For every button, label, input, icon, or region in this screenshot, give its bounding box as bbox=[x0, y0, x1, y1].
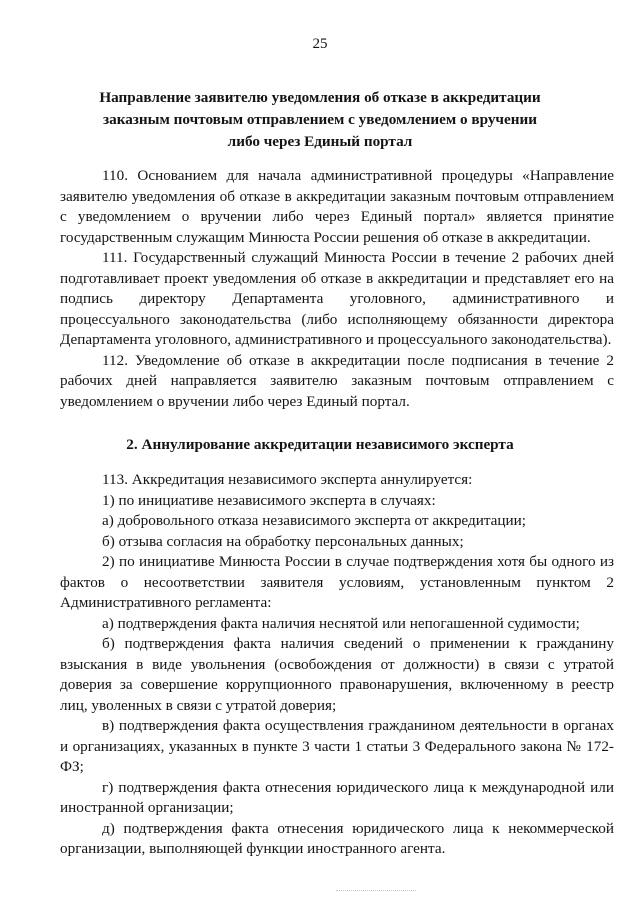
section-heading bbox=[60, 87, 580, 153]
page-number: 25 bbox=[312, 36, 328, 52]
list-item-1: 1) по инициативе независимого эксперта в случаях: bbox=[102, 491, 436, 509]
list-item-1a: а) добровольного отказа независимого эксперта от аккредитации; bbox=[102, 512, 526, 529]
section-heading-line: Направление заявителю уведомления об отказе в аккредитации bbox=[99, 89, 541, 106]
paragraph-112: 112. Уведомление об отказе в аккредитации после подписания в течение 2 рабочих дней направляется заявителю заказным почтовым отправлением с уведомлением о вручении либо через Единый портал. bbox=[60, 351, 614, 410]
section-heading-line: заказным почтовым отправлением с уведомлением о вручении bbox=[103, 111, 537, 128]
section-heading-line: либо через Единый портал bbox=[227, 133, 413, 150]
scan-artifact bbox=[336, 890, 416, 895]
paragraph-111: 111. Государственный служащий Минюста России в течение 2 рабочих дней подготавливает проект уведомления об отказе в аккредитации и представляет его на подпись директору Департамента уголовного, административного и процессуального законодательства (либо исполняющему обязанности директора Департамента уголовного, административного и процессуального законодательства). bbox=[60, 249, 614, 348]
section-heading-annulment: 2. Аннулирование аккредитации независимого эксперта bbox=[126, 436, 514, 453]
list-item-2a: а) подтверждения факта наличия неснятой или непогашенной судимости; bbox=[102, 614, 580, 632]
paragraph-110: 110. Основанием для начала административной процедуры «Направление заявителю уведомления об отказе в аккредитации заказным почтовым отправлением с уведомлением о вручении либо через Единый портал» является принятие государственным служащим Минюста России решения об отказе в аккредитации. bbox=[60, 167, 614, 246]
list-item-2b: б) подтверждения факта наличия сведений о применении к гражданину взыскания в виде увольнения (освобождения от должности) в связи с утратой доверия за совершение коррупционного правонарушения, включенному в реестр лиц, уволенных в связи с утратой доверия; bbox=[60, 635, 614, 714]
list-item-2v: в) подтверждения факта осуществления гражданином деятельности в органах и организациях, указанных в пункте 3 части 1 статьи 3 Федерального закона № 172-ФЗ; bbox=[60, 717, 614, 775]
list-item-2d: д) подтверждения факта отнесения юридического лица к некоммерческой организации, выполняющей функции иностранного агента. bbox=[60, 819, 614, 857]
section-body bbox=[60, 166, 614, 412]
list-item-2: 2) по инициативе Минюста России в случае подтверждения хотя бы одного из фактов о несоответствии заявителя условиям, установленным пунктом 2 Административного регламента: bbox=[60, 553, 614, 611]
paragraph-113: 113. Аккредитация независимого эксперта аннулируется: bbox=[102, 471, 473, 488]
list-item-2g: г) подтверждения факта отнесения юридического лица к международной или иностранной организации; bbox=[60, 778, 614, 816]
list-item-1b: б) отзыва согласия на обработку персональных данных; bbox=[102, 532, 464, 550]
annulment-body bbox=[60, 470, 614, 860]
